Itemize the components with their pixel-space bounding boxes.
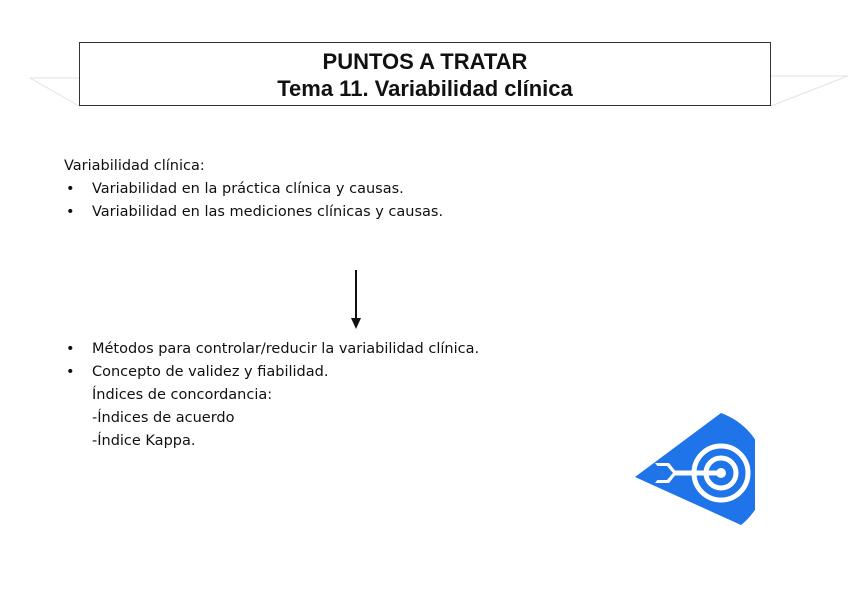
- list-item-text: Concepto de validez y fiabilidad.: [92, 364, 329, 380]
- target-arrow-icon: [633, 405, 755, 535]
- intro-heading: Variabilidad clínica:: [64, 158, 205, 174]
- slide-subtitle: Tema 11. Variabilidad clínica: [277, 76, 573, 101]
- down-arrow-icon: [348, 270, 364, 330]
- list-item-text: Métodos para controlar/reducir la variabilidad clínica.: [92, 341, 480, 357]
- list-item: [64, 361, 479, 384]
- bullet: •: [66, 341, 75, 357]
- sub-item: -Índice Kappa.: [92, 433, 196, 449]
- methods-list: [64, 338, 479, 384]
- list-item: [64, 338, 479, 361]
- list-item-text: Variabilidad en las mediciones clínicas y causas.: [92, 204, 444, 220]
- causes-list: [64, 178, 443, 224]
- sub-heading: Índices de concordancia:: [92, 387, 273, 403]
- list-item: [64, 178, 443, 201]
- bullet: •: [66, 204, 75, 220]
- sub-item: -Índices de acuerdo: [92, 410, 235, 426]
- bullet: •: [66, 364, 75, 380]
- title-box: [79, 42, 771, 106]
- bullet: •: [66, 181, 75, 197]
- slide-title: PUNTOS A TRATAR: [322, 49, 528, 74]
- list-item: [64, 201, 443, 224]
- list-item-text: Variabilidad en la práctica clínica y causas.: [92, 181, 404, 197]
